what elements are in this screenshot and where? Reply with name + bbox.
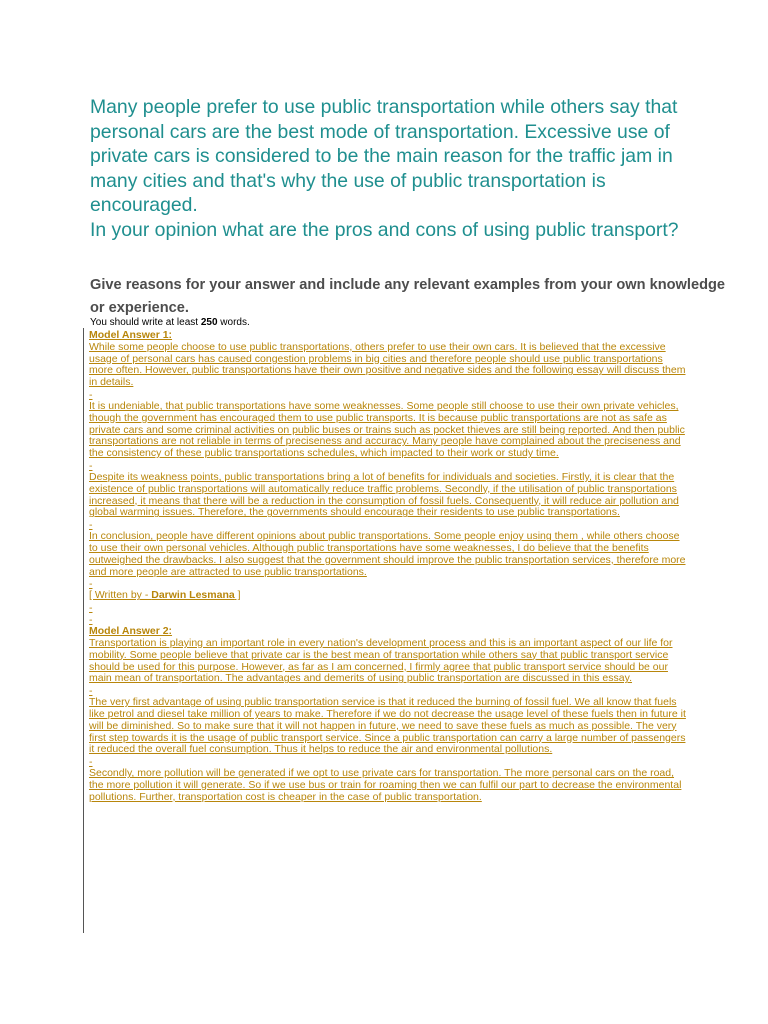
author-credit[interactable] xyxy=(89,590,689,602)
separator: - xyxy=(89,388,93,401)
separator: - xyxy=(89,578,93,591)
word-count-suffix: words. xyxy=(220,317,250,328)
word-count-prefix: You should write at least xyxy=(90,317,199,328)
author-name: Darwin Lesmana xyxy=(151,589,235,602)
margin-rule xyxy=(83,328,84,933)
model-answer-1-paragraph-3[interactable]: Despite its weakness points, public transportations bring a lot of benefits for individuals and societies. Firstly, it is clear that the existence of public transportations will automatically reduce traffic problems. Secondly, if the utilisation of public transportations increased, it means that there will be a reduction in the consumption of fossil fuels. Consequently, it will reduce air pollution and global warming issues. Therefore, the governments should encourage their residents to use public transportations. xyxy=(89,470,679,519)
model-answers xyxy=(89,330,689,804)
separator: - xyxy=(89,756,93,769)
separator: - xyxy=(89,614,93,627)
credit-suffix: ] xyxy=(234,589,241,602)
separator: - xyxy=(89,602,93,615)
model-answer-2-paragraph-1[interactable]: Transportation is playing an important role in every nation's development process and this is an important aspect of our life for mobility. Some people believe that private car is the best mean of transportation while others say that public transport service should be used for this purpose. However, as far as I am concerned, I firmly agree that public transport service should be our main mean of transportation. The advantages and demerits of using public transportation are discussed in this essay. xyxy=(89,636,673,685)
essay-prompt xyxy=(90,95,690,243)
prompt-paragraph-1: Many people prefer to use public transportation while others say that personal cars are the best mode of transportation. Excessive use of private cars is considered to be the main reason for the traffic jam in many cities and that's why the use of public transportation is encouraged. xyxy=(90,96,678,217)
separator: - xyxy=(89,459,93,472)
model-answer-2-paragraph-3[interactable]: Secondly, more pollution will be generated if we opt to use private cars for transportation. The more personal cars on the road, the more pollution it will generate. So if we use bus or train for roaming then we can fulfil our part to decrease the environmental pollutions. Further, transportation cost is cheaper in the case of public transportation. xyxy=(89,767,682,803)
model-answer-1-paragraph-1[interactable]: While some people choose to use public transportations, others prefer to use their own cars. It is believed that the excessive usage of personal cars has caused congestion problems in big cities and therefore people should use public transportations more often. However, public transportations have their own positive and negative sides and the following essay will discuss them in details. xyxy=(89,340,686,389)
model-answer-2-paragraph-2[interactable]: The very first advantage of using public transportation service is that it reduced the burning of fossil fuel. We all know that fuels like petrol and diesel take million of years to make. Therefore if we do not decrease the usage level of these fuels then in future it will be diminished. So to make sure that it will not happen in future, we need to save these fuels as much as possible. The very first step towards it is the usage of public transport service. Since a public transportation can carry a large number of passengers it reduced the overall fuel consumption. Thus it helps to reduce the air and environmental pollutions. xyxy=(89,696,686,756)
credit-prefix: [ Written by - xyxy=(89,589,152,602)
separator: - xyxy=(89,519,93,532)
model-answer-2-heading[interactable]: Model Answer 2: xyxy=(89,625,173,638)
prompt-paragraph-2: In your opinion what are the pros and cons of using public transport? xyxy=(90,218,679,241)
essay-instruction: Give reasons for your answer and include any relevant examples from your own knowledge or experience. xyxy=(90,277,726,316)
word-count-note xyxy=(90,316,250,329)
model-answer-1-paragraph-4[interactable]: In conclusion, people have different opinions about public transportations. Some people enjoy using them , while others choose to use their own personal vehicles. Although public transportations have some weaknesses, I do believe that the benefits outweighed the drawbacks. I also suggest that the government should improve the public transportation services, therefore more and more people are attracted to use public transportations. xyxy=(89,530,686,578)
model-answer-1-paragraph-2[interactable]: It is undeniable, that public transportations have some weaknesses. Some people still choose to use their own private vehicles, though the government has encouraged them to use public transports. It is because public transportations are not as safe as private cars and some criminal activities on public buses or trains such as pocket thieves are still being reported. And then public transportations are not reliable in terms of preciseness and accuracy. Many people have complained about the preciseness and the consistency of these public transportations schedules, which impacted to their work or study time. xyxy=(89,399,685,460)
word-count-number: 250 xyxy=(200,317,218,328)
separator: - xyxy=(89,685,93,698)
model-answer-1-heading[interactable]: Model Answer 1: xyxy=(89,329,173,341)
